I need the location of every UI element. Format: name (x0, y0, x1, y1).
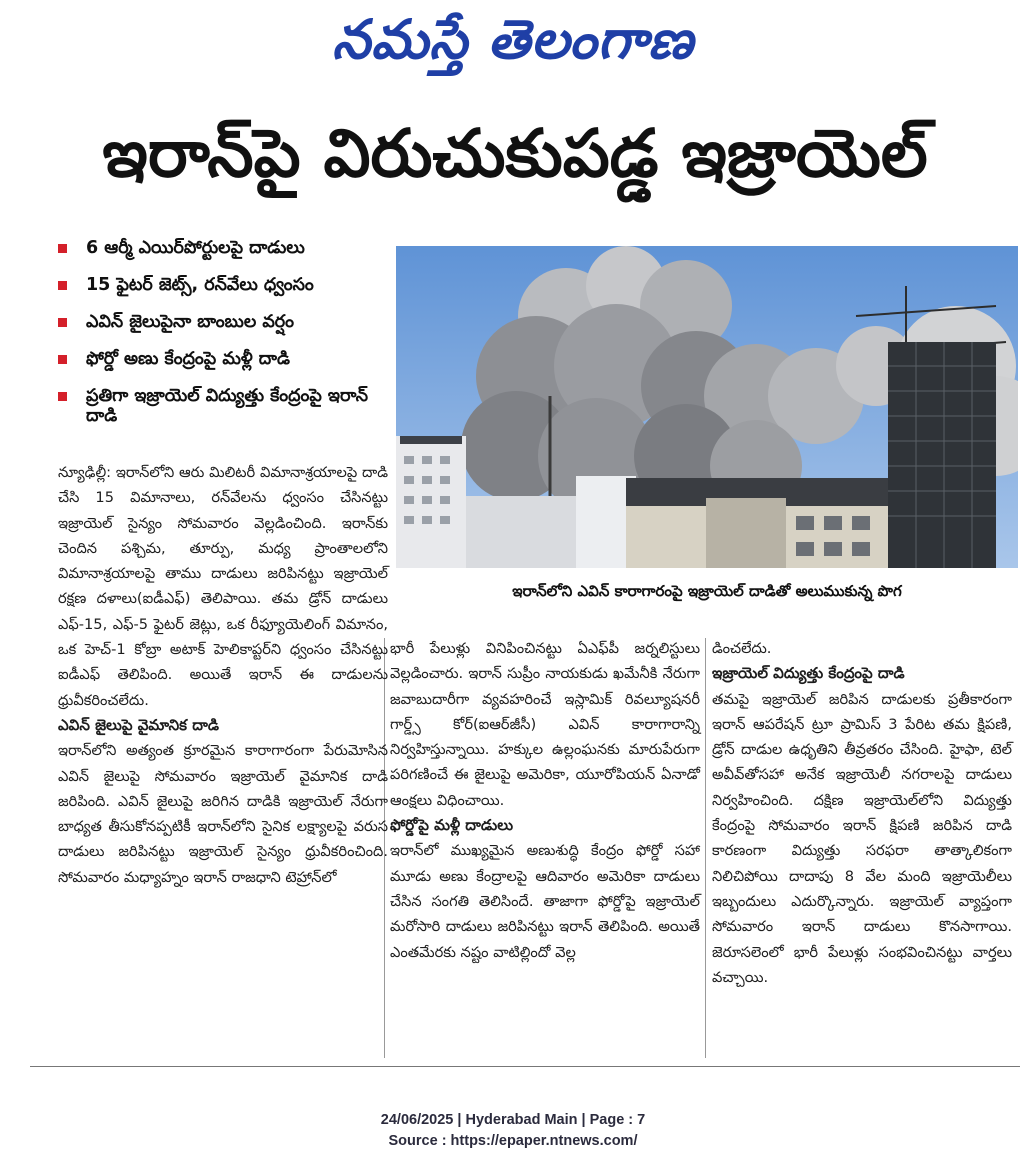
article-subheading: ఇజ్రాయెల్ విద్యుత్తు కేంద్రంపై దాడి (712, 664, 905, 683)
article-subheading: ఎవిన్ జైలుపై వైమానిక దాడి (58, 715, 219, 734)
smoke-over-city-illustration (396, 246, 1018, 568)
article-paragraph: ఇరాన్‌లోని అత్యంత క్రూరమైన కారాగారంగా పేరుమోసిన ఎవిన్ జైలుపై సోమవారం ఇజ్రాయెల్ వైమానిక దాడి జరిపింది. ఎవిన్ జైలుపై జరిగిన దాడికి ఇజ్రాయెల్ నేరుగా బాధ్యత తీసుకోనప్పటికీ ఇరాన్‌లోని సైనిక లక్ష్యాలపై వరుస దాడులు జరిపినట్టు ఇజ్రాయెల్ సైన్యం ధ్రువీకరించింది. సోమవారం మధ్యాహ్నం ఇరాన్ రాజధాని టెహ్రాన్‌లో (58, 742, 388, 886)
article-column-2 (390, 636, 700, 965)
highlight-item: ఫోర్డో అణు కేంద్రంపై మళ్లీ దాడి (58, 349, 398, 369)
footer-divider (30, 1066, 1020, 1067)
photo-caption: ఇరాన్‌లోని ఎవిన్ కారాగారంపై ఇజ్రాయెల్ దాడితో అలుముకున్న పొగ (512, 582, 902, 600)
column-divider (705, 638, 706, 1058)
highlights-list (58, 238, 398, 432)
highlight-item: 15 ఫైటర్ జెట్స్, రన్‌వేలు ధ్వంసం (58, 275, 398, 295)
article-paragraph: డించలేదు. (712, 640, 772, 657)
article-subheading: ఫోర్డోపై మళ్లీ దాడులు (390, 816, 514, 835)
highlight-item: ఎవిన్ జైలుపైనా బాంబుల వర్షం (58, 312, 398, 332)
article-paragraph: తమపై ఇజ్రాయెల్ జరిపిన దాడులకు ప్రతీకారంగా ఇరాన్ ఆపరేషన్ ట్రూ ప్రామిస్ 3 పేరిట తమ క్షిపణి, డ్రోన్ దాడుల ఉధృతిని తీవ్రతరం చేసింది. హైఫా, టెల్ అవీవ్‌తోసహా అనేక ఇజ్రాయెలీ నగరాలపై దాడులు నిర్వహించింది. దక్షిణ ఇజ్రాయెల్‌లోని విద్యుత్తు కేంద్రంపై సోమవారం ఇరాన్ క్షిపణి జరిపిన దాడి కారణంగా విద్యుత్తు సరఫరా తాత్కాలికంగా నిలిచిపోయి దాదాపు 8 వేల మంది ఇజ్రాయెలీలు ఇబ్బందులు ఎదుర్కొన్నారు. ఇజ్రాయెల్ వ్యాప్తంగా సోమవారం ఇరాన్ దాడులు కొనసాగాయి. జెరూసలెంలో భారీ పేలుళ్లు సంభవించినట్టు వార్తలు వచ్చాయి. (712, 690, 1012, 986)
edition-info: 24/06/2025 | Hyderabad Main | Page : 7 (380, 1112, 646, 1128)
source-link: Source : https://epaper.ntnews.com/ (388, 1133, 638, 1149)
news-photo (396, 246, 1018, 568)
article-paragraph: భారీ పేలుళ్లు వినిపించినట్టు ఏఎఫ్‌పీ జర్నలిస్టులు వెల్లడించారు. ఇరాన్ సుప్రీం నాయకుడు ఖమేనీకి నేరుగా జవాబుదారీగా వ్యవహరించే ఇస్లామిక్ రివల్యూషనరీ గార్డ్స్ కోర్(ఐఆర్‌జీసీ) ఎవిన్ కారాగారాన్ని నిర్వహిస్తున్నాయి. హక్కుల ఉల్లంఘనకు మారుపేరుగా పరిగణించే ఈ జైలుపై అమెరికా, యూరోపియన్ ఏనాడో ఆంక్షలు విధించాయి. (390, 640, 700, 809)
newspaper-logo: నమస్తే తెలంగాణ (332, 7, 694, 71)
highlight-item: ప్రతిగా ఇజ్రాయెల్ విద్యుత్తు కేంద్రంపై ఇరాన్ దాడి (58, 386, 398, 426)
article-column-3 (712, 636, 1012, 990)
article-column-1 (58, 460, 388, 890)
article-paragraph: న్యూఢిల్లీ: ఇరాన్‌లోని ఆరు మిలిటరీ విమానాశ్రయాలపై దాడి చేసి 15 విమానాలు, రన్‌వేలను ధ్వంసం చేసినట్టు ఇజ్రాయెల్ సైన్యం సోమవారం వెల్లడించింది. ఇరాన్‌కు చెందిన పశ్చిమ, తూర్పు, మధ్య ప్రాంతాలలోని విమానాశ్రయాలపై తాము దాడులు జరిపినట్టు ఇజ్రాయెల్ రక్షణ దళాలు(ఐడీఎఫ్) తెలిపాయి. తమ డ్రోన్ దాడులు ఎఫ్-15, ఎఫ్-5 ఫైటర్ జెట్లు, ఒక రీఫ్యూయెలింగ్ విమానం, ఒక హెచ్-1 కోబ్రా అటాక్ హెలికాప్టర్‌ని ధ్వంసం చేసినట్టు ఐడీఎఫ్ తెలిపింది. అయితే ఇరాన్ ఈ దాడులను ధ్రువీకరించలేదు. (58, 464, 388, 709)
highlight-item: 6 ఆర్మీ ఎయిర్‌పోర్టులపై దాడులు (58, 238, 398, 258)
article-paragraph: ఇరాన్‌లో ముఖ్యమైన అణుశుద్ధి కేంద్రం ఫోర్డో సహా మూడు అణు కేంద్రాలపై ఆదివారం అమెరికా దాడులు చేసిన సంగతి తెలిసిందే. తాజాగా ఫోర్డోపై ఇజ్రాయెల్ మరోసారి దాడులు జరిపినట్టు ఇరాన్ తెలిపింది. అయితే ఎంతమేరకు నష్టం వాటిల్లిందో వెల్ల (390, 842, 700, 961)
masthead (0, 0, 1026, 78)
headline: ఇరాన్‌పై విరుచుకుపడ్డ ఇజ్రాయెల్ (102, 115, 928, 192)
